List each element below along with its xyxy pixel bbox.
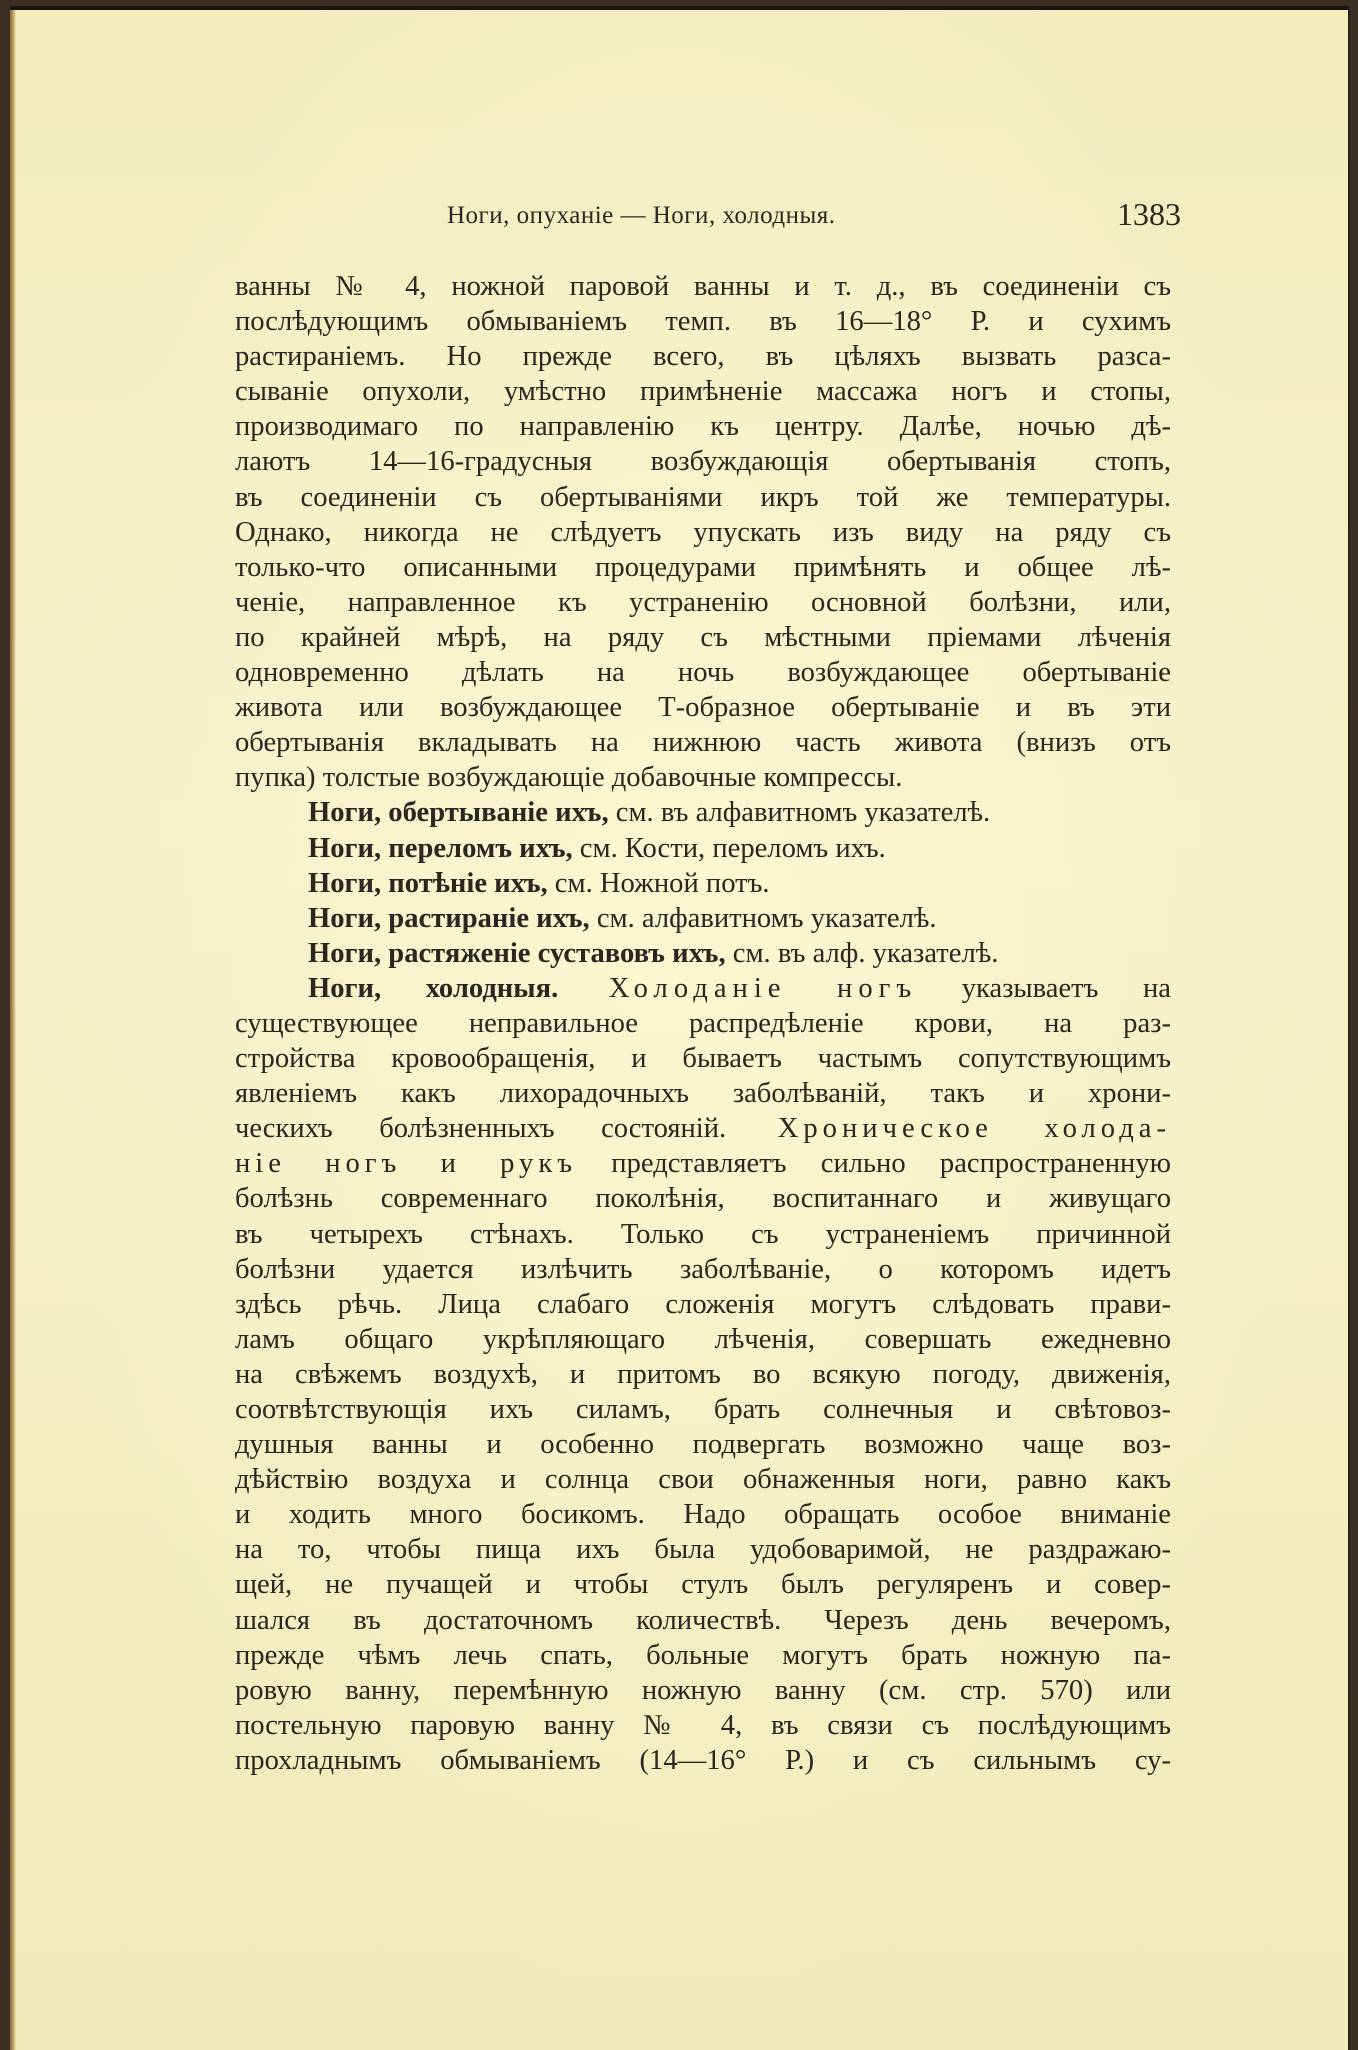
text-line: ровую ванну, перемѣнную ножную ванну (см. стр. 570) или xyxy=(235,1674,1171,1706)
entry-heading: Ноги, потѣніе ихъ, xyxy=(308,867,548,899)
entry-perelom xyxy=(235,831,1171,866)
text-line: соотвѣтствующія ихъ силамъ, брать солнечныя и свѣтовоз- xyxy=(235,1394,1171,1425)
text-line: прохладнымъ обмываніемъ (14—16° Р.) и съ сильнымъ су- xyxy=(235,1744,1171,1776)
entry-rastyazhenie xyxy=(235,936,1171,971)
text-line: обертыванія вкладывать на нижнюю часть живота (внизъ отъ xyxy=(235,727,1171,759)
entry-reference: см. въ алфавитномъ указателѣ. xyxy=(608,797,991,829)
text-line xyxy=(235,1146,1171,1181)
text-line: ванны № 4, ножной паровой ванны и т. д., въ соединеніи съ xyxy=(235,271,1171,302)
text-line: душныя ванны и особенно подвергать возможно чаще воз- xyxy=(235,1429,1171,1461)
text-line: и ходить много босикомъ. Надо обращать особое вниманіе xyxy=(235,1499,1171,1531)
text-line: щей, не пучащей и чтобы стулъ былъ регуляренъ и совер- xyxy=(235,1569,1171,1601)
text-line: только-что описанными процедурами примѣнять и общее лѣ- xyxy=(235,551,1171,583)
entry-heading: Ноги, растираніе ихъ, xyxy=(308,902,590,934)
text-line xyxy=(235,1111,1171,1146)
entry-heading: Ноги, обертываніе ихъ, xyxy=(308,797,609,829)
entry-heading: Ноги, переломъ ихъ, xyxy=(308,832,573,864)
text-line: на то, чтобы пища ихъ была удобоваримой, не раздражаю- xyxy=(235,1534,1171,1566)
text-line: Однако, никогда не слѣдуетъ упускать изъ виду на ряду съ xyxy=(235,516,1171,548)
text-line: въ соединеніи съ обертываніями икръ той же температуры. xyxy=(235,481,1171,513)
text-line: лаютъ 14—16-градусныя возбуждающія обертыванія стопъ, xyxy=(235,446,1171,478)
scan-right-border xyxy=(1348,6,1350,2050)
entry-rastiranie xyxy=(235,901,1171,936)
text-line: сываніе опухоли, умѣстно примѣненіе массажа ногъ и стопы, xyxy=(235,376,1171,408)
text-line: на свѣжемъ воздухѣ, и притомъ во всякую погоду, движенія, xyxy=(235,1358,1171,1390)
spaced-term: ніе ногъ и рукъ xyxy=(235,1148,578,1180)
running-head: Ноги, опуханіе — Ноги, холодныя. xyxy=(447,202,836,229)
entry-heading: Ноги, растяженіе суставовъ ихъ, xyxy=(308,937,726,969)
text-line: здѣсь рѣчь. Лица слабаго сложенія могутъ слѣдовать прави- xyxy=(235,1288,1171,1320)
text-line: ламъ общаго укрѣпляющаго лѣченія, совершать ежедневно xyxy=(235,1323,1171,1355)
page-number: 1383 xyxy=(1117,196,1181,232)
entry-text: указываетъ на xyxy=(917,972,1171,1004)
text-line: живота или возбуждающее Т-образное обертываніе и въ эти xyxy=(235,692,1171,724)
entry-potenie xyxy=(235,866,1171,901)
text-line: дѣйствію воздуха и солнца свои обнаженныя ноги, равно какъ xyxy=(235,1464,1171,1496)
spaced-term: Холоданіе ногъ xyxy=(558,972,918,1004)
text-line: производимаго по направленію къ центру. Далѣе, ночью дѣ- xyxy=(235,411,1171,443)
text-line: шался въ достаточномъ количествѣ. Черезъ день вечеромъ, xyxy=(235,1604,1171,1636)
text-line: постельную паровую ванну № 4, въ связи съ послѣдующимъ xyxy=(235,1709,1171,1741)
text-line: по крайней мѣрѣ, на ряду съ мѣстными пріемами лѣченія xyxy=(235,621,1171,653)
text-segment: ческихъ болѣзненныхъ состояній. xyxy=(235,1113,727,1145)
page-binding-edge xyxy=(10,6,16,2050)
entry-reference: см. въ алф. указателѣ. xyxy=(725,937,999,969)
text-line: стройства кровообращенія, и бываетъ частымъ сопутствующимъ xyxy=(235,1043,1171,1075)
text-line: ченіе, направленное къ устраненію основной болѣзни, или, xyxy=(235,586,1171,618)
entry-reference: см. алфавитномъ указателѣ. xyxy=(589,902,937,934)
text-line: растираніемъ. Но прежде всего, въ цѣляхъ вызвать разса- xyxy=(235,341,1171,373)
text-line: пупка) толстые возбуждающіе добавочные компрессы. xyxy=(235,762,903,794)
spaced-term: Хроническое холода- xyxy=(726,1113,1171,1145)
text-line: въ четырехъ стѣнахъ. Только съ устраненіемъ причинной xyxy=(235,1218,1171,1250)
book-page xyxy=(10,6,1350,2050)
text-line: прежде чѣмъ лечь спать, больные могутъ брать ножную па- xyxy=(235,1639,1171,1671)
entry-holodnye xyxy=(235,971,1171,1006)
body-text xyxy=(235,269,1171,1778)
entry-heading: Ноги, холодныя. xyxy=(308,972,559,1004)
scan-top-border xyxy=(10,6,1350,10)
text-segment: представляетъ сильно распространенную xyxy=(577,1148,1171,1180)
text-line: одновременно дѣлать на ночь возбуждающее обертываніе xyxy=(235,657,1171,689)
entry-obertyvanie xyxy=(235,795,1171,830)
text-line: болѣзни удается излѣчить заболѣваніе, о которомъ идетъ xyxy=(235,1253,1171,1285)
text-line: существующее неправильное распредѣленіе крови, на раз- xyxy=(235,1007,1171,1039)
text-line: болѣзнь современнаго поколѣнія, воспитаннаго и живущаго xyxy=(235,1183,1171,1215)
page-header xyxy=(447,196,1181,246)
entry-reference: см. Ножной потъ. xyxy=(547,867,770,899)
text-line: послѣдующимъ обмываніемъ темп. въ 16—18° Р. и сухимъ xyxy=(235,306,1171,338)
text-line: явленіемъ какъ лихорадочныхъ заболѣваній, такъ и хрони- xyxy=(235,1078,1171,1110)
entry-reference: см. Кости, переломъ ихъ. xyxy=(572,832,886,864)
